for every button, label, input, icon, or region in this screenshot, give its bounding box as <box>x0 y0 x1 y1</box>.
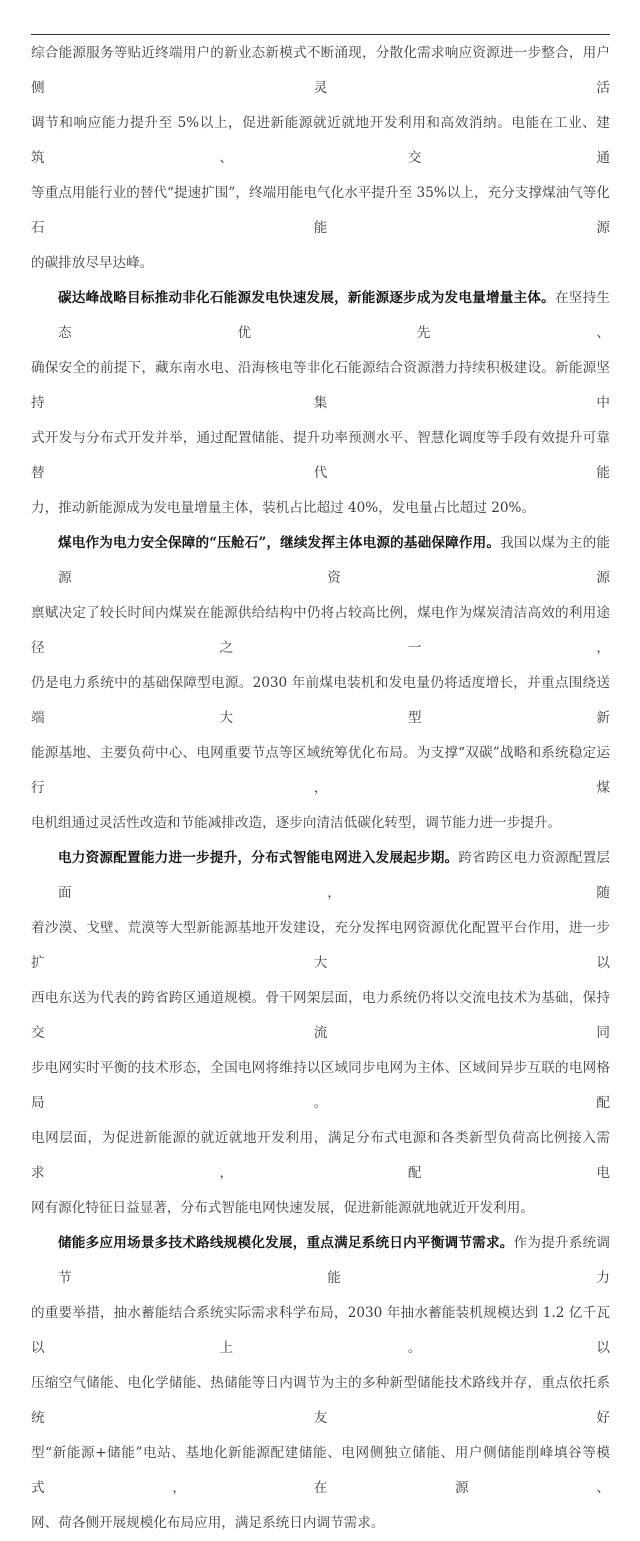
line-text: 仍是电力系统中的基础保障型电源。2030 年前煤电装机和发电量仍将适度增长，并重点围绕送端大型新 <box>31 675 610 726</box>
text-line <box>31 1191 610 1226</box>
line-text: 我国以煤为主的能源资源 <box>58 535 611 586</box>
paragraph-heading: 储能多应用场景多技术路线规模化发展，重点满足系统日内平衡调节需求。 <box>58 1235 514 1251</box>
paragraph-heading: 煤电作为电力安全保障的“压舱石”，继续发挥主体电源的基础保障作用。 <box>58 535 501 551</box>
line-text: 式开发与分布式开发并举，通过配置储能、提升功率预测水平、智慧化调度等手段有效提升可靠替代能 <box>31 430 610 481</box>
line-text: 跨省跨区电力资源配置层面，随 <box>58 850 611 901</box>
document-body <box>31 36 610 1541</box>
line-text: 的碳排放尽早达峰。 <box>31 255 154 271</box>
line-text: 压缩空气储能、电化学储能、热储能等日内调节为主的多种新型储能技术路线并存，重点依托系统友好 <box>31 1375 610 1426</box>
line-text: 调节和响应能力提升至 5%以上，促进新能源就近就地开发利用和高效消纳。电能在工业、建筑、交通 <box>31 115 610 166</box>
line-text: 电网层面，为促进新能源的就近就地开发利用，满足分布式电源和各类新型负荷高比例接入需求，配电 <box>31 1130 610 1181</box>
header-rule <box>31 34 610 35</box>
line-text: 禀赋决定了较长时间内煤炭在能源供给结构中仍将占较高比例，煤电作为煤炭清洁高效的利用途径之一， <box>31 605 610 656</box>
text-line <box>31 666 610 736</box>
paragraph-heading: 电力资源配置能力进一步提升，分布式智能电网进入发展起步期。 <box>58 850 459 866</box>
text-line <box>31 806 610 841</box>
line-text: 着沙漠、戈壁、荒漠等大型新能源基地开发建设，充分发挥电网资源优化配置平台作用，进一步扩大以 <box>31 920 610 971</box>
line-text: 步电网实时平衡的技术形态，全国电网将维持以区域同步电网为主体、区域间异步互联的电网格局。配 <box>31 1060 610 1111</box>
line-text: 型“新能源+储能”电站、基地化新能源配建储能、电网侧独立储能、用户侧储能削峰填谷等模式，在源、 <box>31 1445 610 1496</box>
line-text: 网有源化特征日益显著，分布式智能电网快速发展，促进新能源就地就近开发利用。 <box>31 1200 534 1216</box>
text-line <box>31 1121 610 1191</box>
text-line <box>31 281 610 351</box>
text-line <box>31 1296 610 1366</box>
text-line <box>31 351 610 421</box>
paragraph <box>31 1226 610 1541</box>
text-line <box>31 1436 610 1506</box>
text-line <box>31 491 610 526</box>
text-line <box>31 1366 610 1436</box>
line-text: 的重要举措，抽水蓄能结合系统实际需求科学布局，2030 年抽水蓄能装机规模达到 1.2 亿千瓦以上。以 <box>31 1305 610 1356</box>
text-line <box>31 736 610 806</box>
line-text: 能源基地、主要负荷中心、电网重要节点等区域统筹优化布局。为支撑“双碳”战略和系统稳定运行，煤 <box>31 745 610 796</box>
text-line <box>31 421 610 491</box>
line-text: 在坚持生态优先、 <box>58 290 611 341</box>
line-text: 力，推动新能源成为发电量增量主体，装机占比超过 40%，发电量占比超过 20%。 <box>31 500 536 516</box>
line-text: 综合能源服务等贴近终端用户的新业态新模式不断涌现，分散化需求响应资源进一步整合，用户侧灵活 <box>31 45 610 96</box>
text-line <box>31 911 610 981</box>
text-line <box>31 1226 610 1296</box>
line-text: 电机组通过灵活性改造和节能减排改造，逐步向清洁低碳化转型，调节能力进一步提升。 <box>31 815 562 831</box>
text-line <box>31 106 610 176</box>
text-line <box>31 1051 610 1121</box>
paragraph <box>31 281 610 526</box>
paragraph <box>31 841 610 1226</box>
text-line <box>31 246 610 281</box>
text-line <box>31 1506 610 1541</box>
line-text: 作为提升系统调节能力 <box>58 1235 611 1286</box>
line-text: 网、荷各侧开展规模化布局应用，满足系统日内调节需求。 <box>31 1515 385 1531</box>
text-line <box>31 841 610 911</box>
text-line <box>31 596 610 666</box>
line-text: 等重点用能行业的替代“提速扩围”，终端用能电气化水平提升至 35%以上，充分支撑煤油气等化石能源 <box>31 185 610 236</box>
text-line <box>31 36 610 106</box>
paragraph <box>31 526 610 841</box>
text-line <box>31 526 610 596</box>
text-line <box>31 981 610 1051</box>
line-text: 西电东送为代表的跨省跨区通道规模。骨干网架层面，电力系统仍将以交流电技术为基础，保持交流同 <box>31 990 610 1041</box>
line-text: 确保安全的前提下，藏东南水电、沿海核电等非化石能源结合资源潜力持续积极建设。新能源坚持集中 <box>31 360 610 411</box>
paragraph <box>31 36 610 281</box>
text-line <box>31 176 610 246</box>
paragraph-heading: 碳达峰战略目标推动非化石能源发电快速发展，新能源逐步成为发电量增量主体。 <box>58 290 555 306</box>
